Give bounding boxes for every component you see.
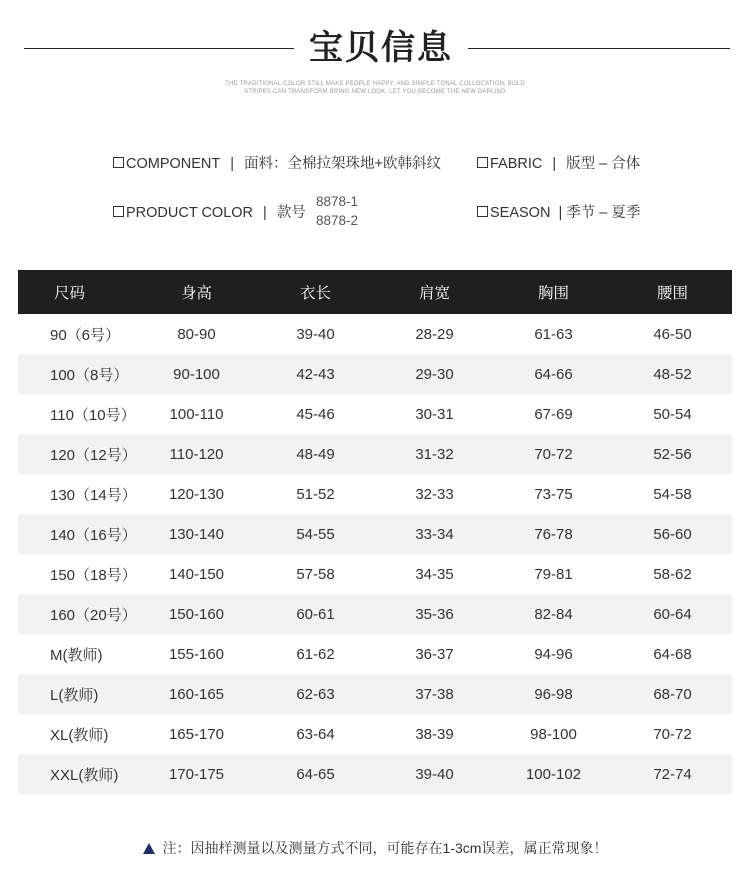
season-value: 季节 – 夏季 bbox=[566, 205, 641, 221]
cell-chest: 100-102 bbox=[494, 754, 613, 794]
cell-shoulder: 38-39 bbox=[415, 725, 454, 743]
header-length: 衣长 bbox=[256, 270, 375, 314]
color-label: PRODUCT COLOR bbox=[126, 205, 254, 221]
cell-size: XL(教师) bbox=[50, 726, 109, 744]
info-fabric bbox=[477, 152, 640, 173]
cell-waist: 64-68 bbox=[653, 645, 692, 663]
table-row bbox=[18, 634, 732, 674]
cell-chest: 64-66 bbox=[494, 354, 613, 394]
header-size: 尺码 bbox=[18, 270, 137, 314]
cell-length: 64-65 bbox=[256, 754, 375, 794]
cell-height: 150-160 bbox=[137, 594, 256, 634]
info-color bbox=[113, 201, 306, 222]
cell-length: 39-40 bbox=[296, 325, 335, 343]
cell-height: 140-150 bbox=[168, 565, 225, 583]
table-header-row bbox=[18, 270, 732, 314]
cell-shoulder: 39-40 bbox=[375, 754, 494, 794]
table-row bbox=[18, 754, 732, 794]
component-value: 面料：全棉拉架珠地+欧韩斜纹 bbox=[244, 156, 441, 172]
cell-chest: 94-96 bbox=[534, 645, 573, 663]
cell-chest: 76-78 bbox=[494, 514, 613, 554]
cell-size: 140（16号） bbox=[18, 514, 137, 554]
separator: | bbox=[552, 156, 557, 172]
cell-shoulder: 31-32 bbox=[375, 434, 494, 474]
cell-shoulder: 35-36 bbox=[375, 594, 494, 634]
table-row bbox=[18, 354, 732, 394]
cell-chest: 79-81 bbox=[534, 565, 573, 583]
cell-height: 120-130 bbox=[168, 485, 225, 503]
cell-shoulder: 34-35 bbox=[415, 565, 454, 583]
cell-chest: 82-84 bbox=[494, 594, 613, 634]
table-row bbox=[18, 674, 732, 714]
style-code: 8878-2 bbox=[316, 213, 359, 228]
cell-waist: 70-72 bbox=[653, 725, 692, 743]
style-code: 8878-1 bbox=[316, 194, 359, 209]
cell-size: 100（8号） bbox=[18, 354, 137, 394]
cell-chest: 98-100 bbox=[530, 725, 577, 743]
table-row bbox=[18, 514, 732, 554]
cell-shoulder: 36-37 bbox=[415, 645, 454, 663]
cell-shoulder: 30-31 bbox=[415, 405, 454, 423]
header-waist: 腰围 bbox=[613, 270, 732, 314]
cell-size: XXL(教师) bbox=[18, 754, 137, 794]
cell-length: 45-46 bbox=[296, 405, 335, 423]
cell-waist: 56-60 bbox=[613, 514, 732, 554]
cell-waist: 48-52 bbox=[613, 354, 732, 394]
cell-chest: 67-69 bbox=[534, 405, 573, 423]
title-rule-right bbox=[468, 48, 730, 49]
fabric-value: 版型 – 合体 bbox=[566, 156, 641, 172]
subtitle bbox=[200, 80, 550, 96]
subtitle-line-1: THE TRADITIONAL COLOR STILL MAKE PEOPLE HAPPY, AND SIMPLE TONAL COLLOCATION, BOLD bbox=[225, 81, 525, 87]
cell-chest: 61-63 bbox=[534, 325, 573, 343]
cell-height: 165-170 bbox=[168, 725, 225, 743]
cell-height: 160-165 bbox=[137, 674, 256, 714]
cell-waist: 54-58 bbox=[653, 485, 692, 503]
title-rule-left bbox=[24, 48, 294, 49]
checkbox-icon bbox=[477, 206, 488, 217]
header-shoulder: 肩宽 bbox=[375, 270, 494, 314]
cell-length: 63-64 bbox=[296, 725, 335, 743]
cell-length: 62-63 bbox=[256, 674, 375, 714]
header-chest: 胸围 bbox=[494, 270, 613, 314]
cell-size: 110（10号） bbox=[50, 406, 136, 424]
cell-waist: 58-62 bbox=[653, 565, 692, 583]
cell-shoulder: 33-34 bbox=[375, 514, 494, 554]
table-row bbox=[18, 434, 732, 474]
table-row bbox=[18, 714, 732, 754]
note-text: 注：因抽样测量以及测量方式不同，可能存在1-3cm误差，属正常现象！ bbox=[162, 840, 608, 856]
cell-height: 100-110 bbox=[169, 405, 224, 423]
cell-length: 54-55 bbox=[256, 514, 375, 554]
table-row bbox=[18, 474, 732, 514]
fabric-label: FABRIC bbox=[490, 156, 543, 172]
component-label: COMPONENT bbox=[126, 156, 221, 172]
cell-size: 150（18号） bbox=[50, 566, 137, 584]
subtitle-line-2: STRIPES CAN TRANSFORM BRING NEW LOOK, LET YOU BECOME THE NEW DARLING bbox=[244, 89, 506, 95]
info-season bbox=[477, 201, 640, 222]
cell-length: 48-49 bbox=[256, 434, 375, 474]
info-component bbox=[113, 152, 441, 173]
separator: | bbox=[230, 156, 235, 172]
table-row bbox=[18, 594, 732, 634]
cell-size: 120（12号） bbox=[18, 434, 137, 474]
cell-height: 110-120 bbox=[137, 434, 256, 474]
header-height: 身高 bbox=[137, 270, 256, 314]
cell-length: 60-61 bbox=[256, 594, 375, 634]
cell-length: 61-62 bbox=[296, 645, 335, 663]
table-row bbox=[18, 314, 732, 354]
cell-length: 51-52 bbox=[296, 485, 335, 503]
cell-waist: 60-64 bbox=[613, 594, 732, 634]
cell-shoulder: 37-38 bbox=[375, 674, 494, 714]
cell-size: 130（14号） bbox=[50, 486, 137, 504]
season-label: SEASON bbox=[490, 205, 551, 221]
cell-shoulder: 29-30 bbox=[375, 354, 494, 394]
cell-waist: 52-56 bbox=[613, 434, 732, 474]
table-row bbox=[18, 554, 732, 594]
cell-length: 42-43 bbox=[256, 354, 375, 394]
cell-height: 90-100 bbox=[137, 354, 256, 394]
cell-size: 90（6号） bbox=[50, 326, 121, 344]
cell-size: M(教师) bbox=[50, 646, 103, 664]
cell-chest: 73-75 bbox=[534, 485, 573, 503]
checkbox-icon bbox=[477, 157, 488, 168]
cell-height: 130-140 bbox=[137, 514, 256, 554]
cell-chest: 70-72 bbox=[494, 434, 613, 474]
checkbox-icon bbox=[113, 206, 124, 217]
style-codes bbox=[316, 192, 358, 230]
warning-icon bbox=[143, 843, 155, 854]
page-title: 宝贝信息 bbox=[309, 29, 453, 67]
cell-waist: 72-74 bbox=[613, 754, 732, 794]
cell-chest: 96-98 bbox=[494, 674, 613, 714]
cell-length: 57-58 bbox=[296, 565, 335, 583]
cell-shoulder: 32-33 bbox=[415, 485, 454, 503]
cell-waist: 68-70 bbox=[613, 674, 732, 714]
cell-height: 170-175 bbox=[137, 754, 256, 794]
separator: | bbox=[263, 205, 267, 221]
cell-waist: 46-50 bbox=[653, 325, 692, 343]
color-value: 款号 bbox=[276, 205, 306, 221]
cell-size: 160（20号） bbox=[18, 594, 137, 634]
cell-height: 155-160 bbox=[168, 645, 225, 663]
separator: | bbox=[558, 205, 563, 221]
size-table bbox=[18, 270, 732, 794]
cell-shoulder: 28-29 bbox=[415, 325, 454, 343]
measurement-note bbox=[0, 838, 750, 858]
cell-size: L(教师) bbox=[18, 674, 137, 714]
table-row bbox=[18, 394, 732, 434]
cell-height: 80-90 bbox=[177, 325, 216, 343]
checkbox-icon bbox=[113, 157, 124, 168]
cell-waist: 50-54 bbox=[653, 405, 692, 423]
